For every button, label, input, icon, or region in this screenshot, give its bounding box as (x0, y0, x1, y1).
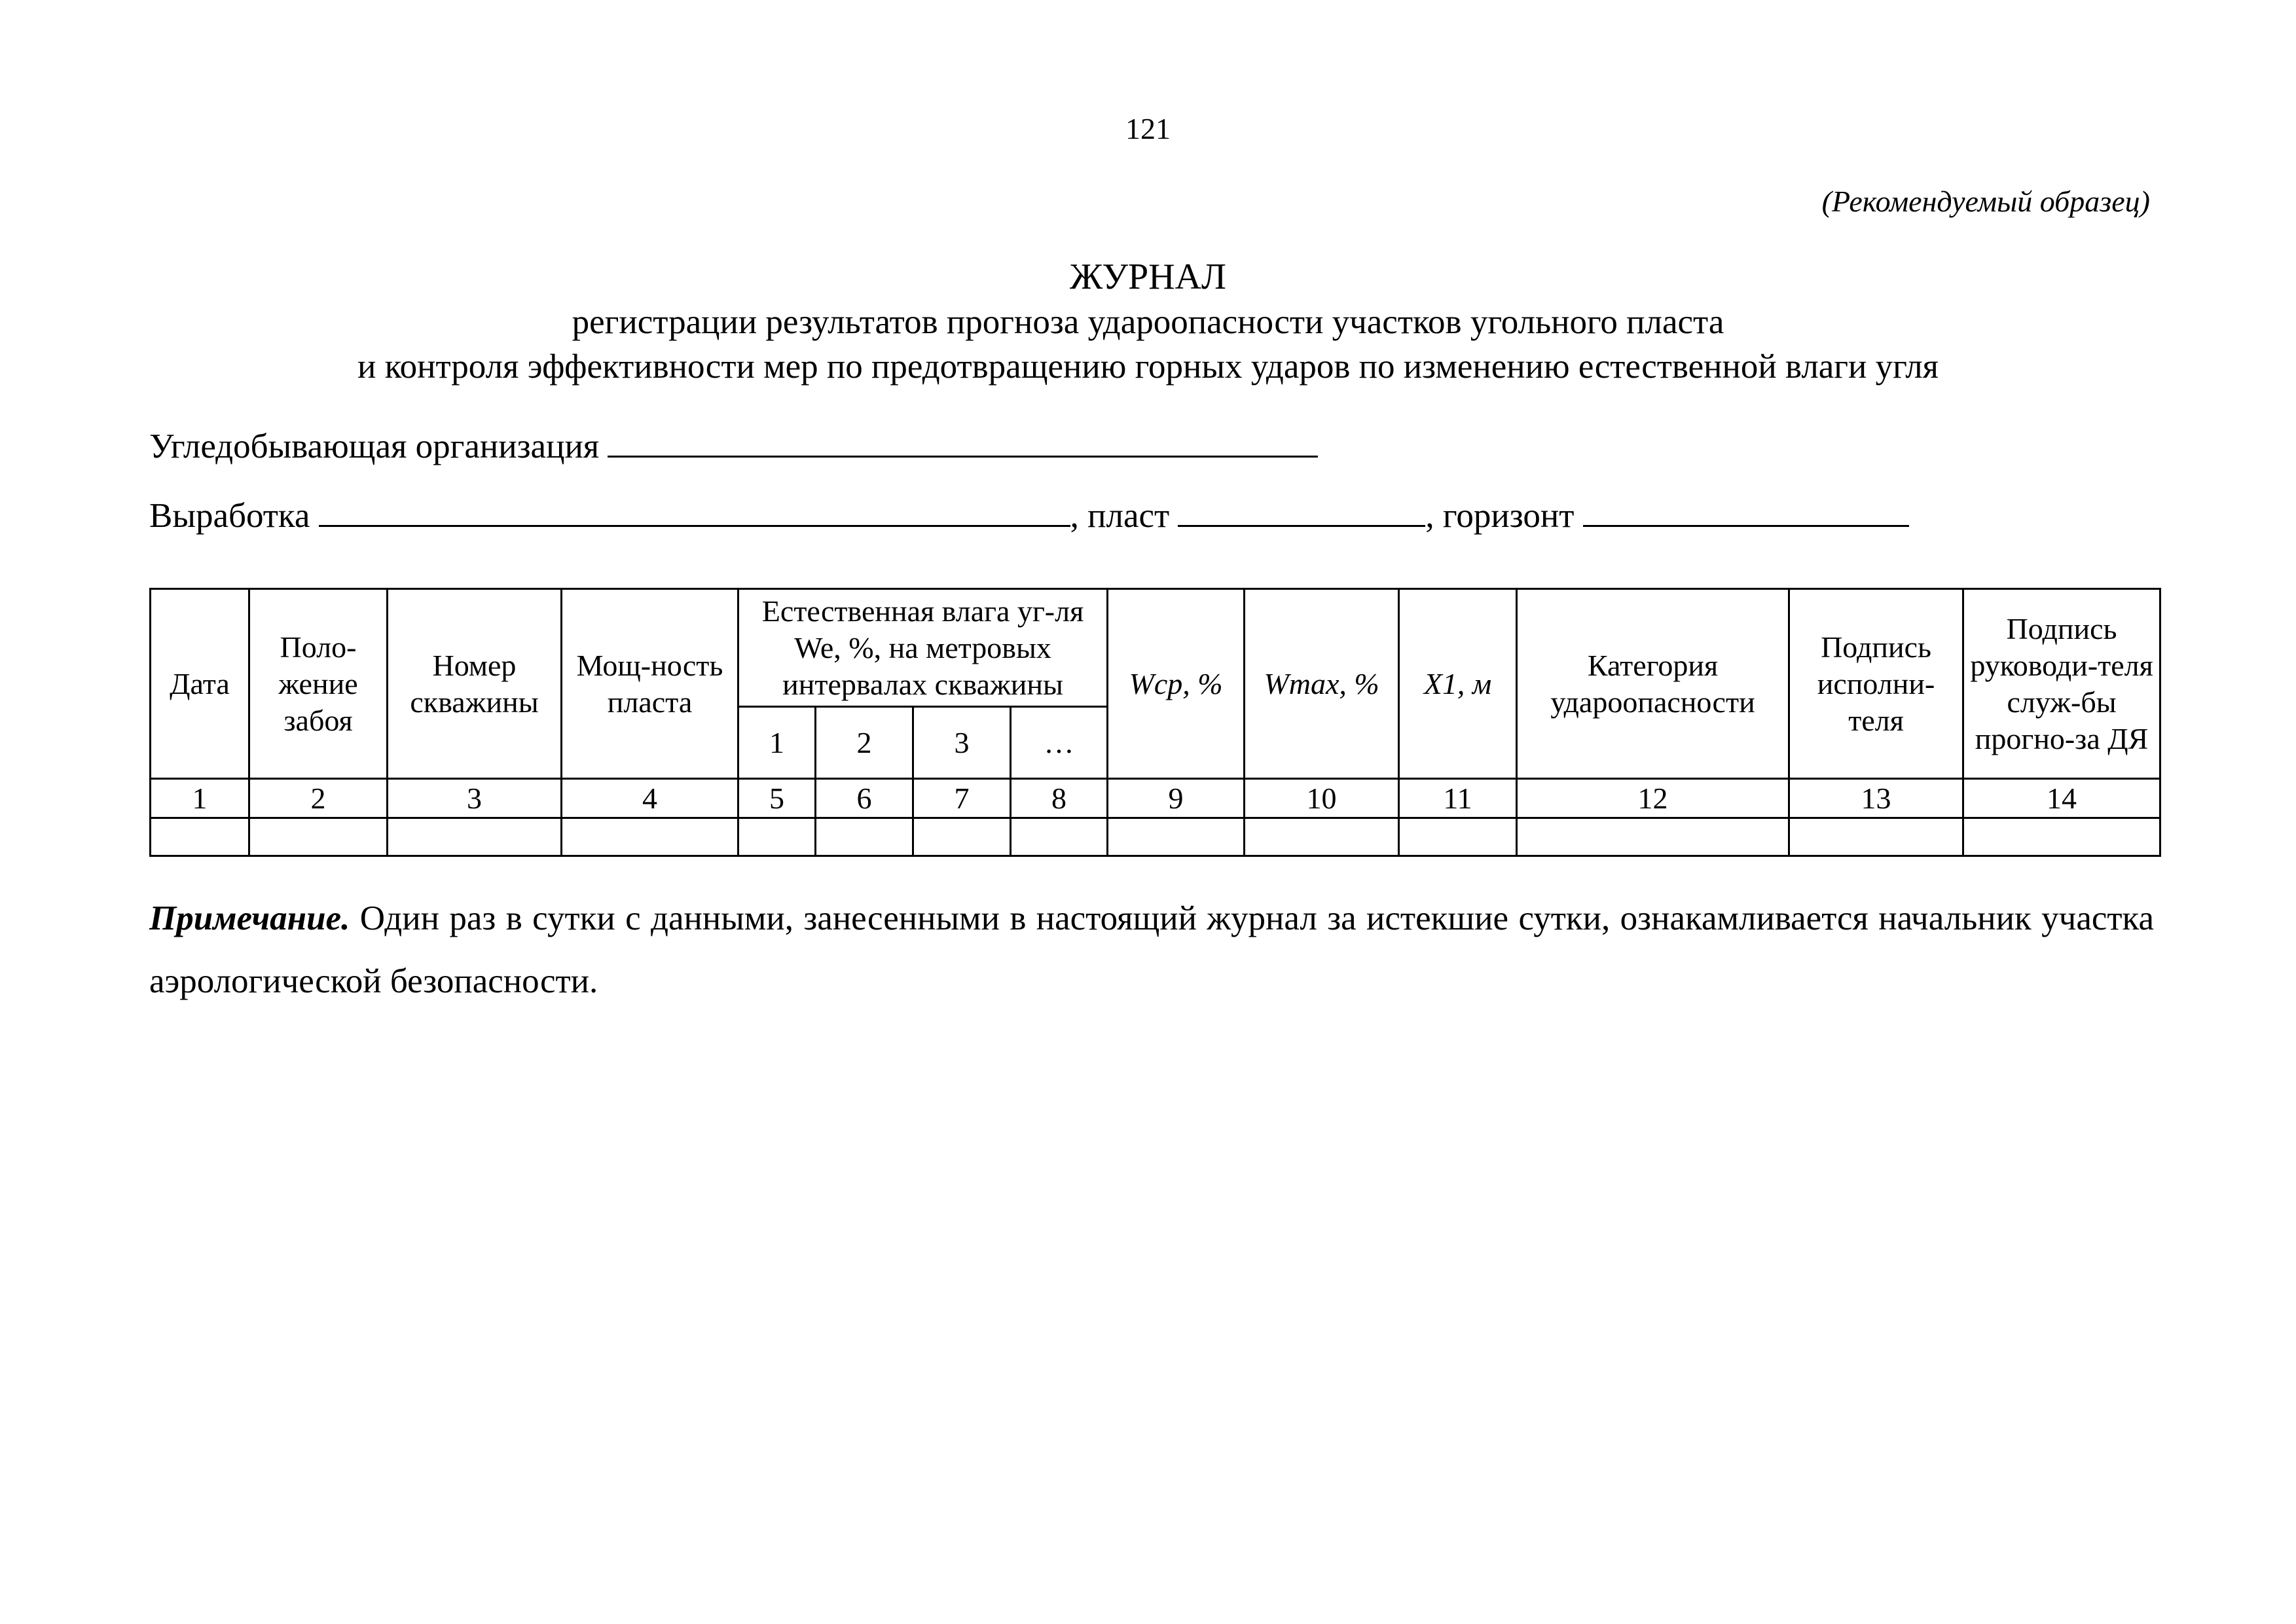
entry-cell[interactable] (388, 818, 562, 856)
column-number: 4 (562, 779, 738, 818)
header-interval-2: 2 (816, 707, 913, 779)
column-number: 7 (913, 779, 1011, 818)
column-number: 9 (1108, 779, 1245, 818)
entry-cell[interactable] (816, 818, 913, 856)
header-interval-1: 1 (738, 707, 816, 779)
seam-blank-line[interactable] (1178, 495, 1425, 527)
entry-cell[interactable] (738, 818, 816, 856)
note-paragraph (149, 887, 2154, 1013)
header-x1: X1, м (1399, 589, 1517, 779)
column-number: 10 (1245, 779, 1399, 818)
entry-cell[interactable] (1108, 818, 1245, 856)
column-number: 13 (1789, 779, 1963, 818)
entry-cell[interactable] (1245, 818, 1399, 856)
header-date: Дата (151, 589, 249, 779)
entry-cell[interactable] (1399, 818, 1517, 856)
header-category: Категория удароопасности (1517, 589, 1789, 779)
column-number: 1 (151, 779, 249, 818)
header-borehole-number: Номер скважины (388, 589, 562, 779)
header-head-signature: Подпись руководи-теля служ-бы прогно-за ДЯ (1963, 589, 2160, 779)
header-w-max: Wmax, % (1245, 589, 1399, 779)
page-number: 121 (1125, 112, 1171, 145)
organization-label: Угледобывающая организация (149, 427, 600, 465)
column-number: 8 (1011, 779, 1108, 818)
column-number: 2 (249, 779, 388, 818)
document-title: ЖУРНАЛ (1069, 257, 1227, 297)
document-subtitle-line-2: и контроля эффективности мер по предотвращению горных ударов по изменению естественной влаги угля (357, 348, 1939, 386)
header-face-position: Поло-жение забоя (249, 589, 388, 779)
note-label: Примечание. (149, 899, 350, 937)
header-executor-signature: Подпись исполни-теля (1789, 589, 1963, 779)
journal-table (149, 588, 2161, 857)
document-subtitle-line-1: регистрации результатов прогноза удароопасности участков угольного пласта (572, 303, 1724, 341)
column-number: 3 (388, 779, 562, 818)
working-field-row (149, 495, 1909, 535)
entry-cell[interactable] (562, 818, 738, 856)
note-text: Один раз в сутки с данными, занесенными в настоящий журнал за истекшие сутки, ознакамливается начальник участка аэрологической безопасности. (149, 899, 2154, 1000)
column-number: 6 (816, 779, 913, 818)
column-number: 12 (1517, 779, 1789, 818)
column-number-row (151, 779, 2160, 818)
horizon-blank-line[interactable] (1583, 495, 1909, 527)
column-number: 14 (1963, 779, 2160, 818)
working-label: Выработка (149, 497, 310, 535)
entry-cell[interactable] (1963, 818, 2160, 856)
entry-cell[interactable] (249, 818, 388, 856)
entry-cell[interactable] (1789, 818, 1963, 856)
header-moisture-group: Естественная влага уг-ля We, %, на метровых интервалах скважины (738, 589, 1108, 707)
organization-field-row (149, 425, 1318, 466)
header-interval-more: … (1011, 707, 1108, 779)
header-w-avg: Wср, % (1108, 589, 1245, 779)
column-number: 5 (738, 779, 816, 818)
sample-label: (Рекомендуемый образец) (1821, 185, 2150, 218)
header-seam-thickness: Мощ-ность пласта (562, 589, 738, 779)
working-blank-line[interactable] (319, 495, 1070, 527)
horizon-label: , горизонт (1425, 497, 1575, 535)
entry-cell[interactable] (151, 818, 249, 856)
entry-cell[interactable] (913, 818, 1011, 856)
organization-blank-line[interactable] (608, 425, 1318, 458)
column-number: 11 (1399, 779, 1517, 818)
entry-cell[interactable] (1011, 818, 1108, 856)
seam-label: , пласт (1070, 497, 1170, 535)
empty-entry-row (151, 818, 2160, 856)
header-interval-3: 3 (913, 707, 1011, 779)
entry-cell[interactable] (1517, 818, 1789, 856)
